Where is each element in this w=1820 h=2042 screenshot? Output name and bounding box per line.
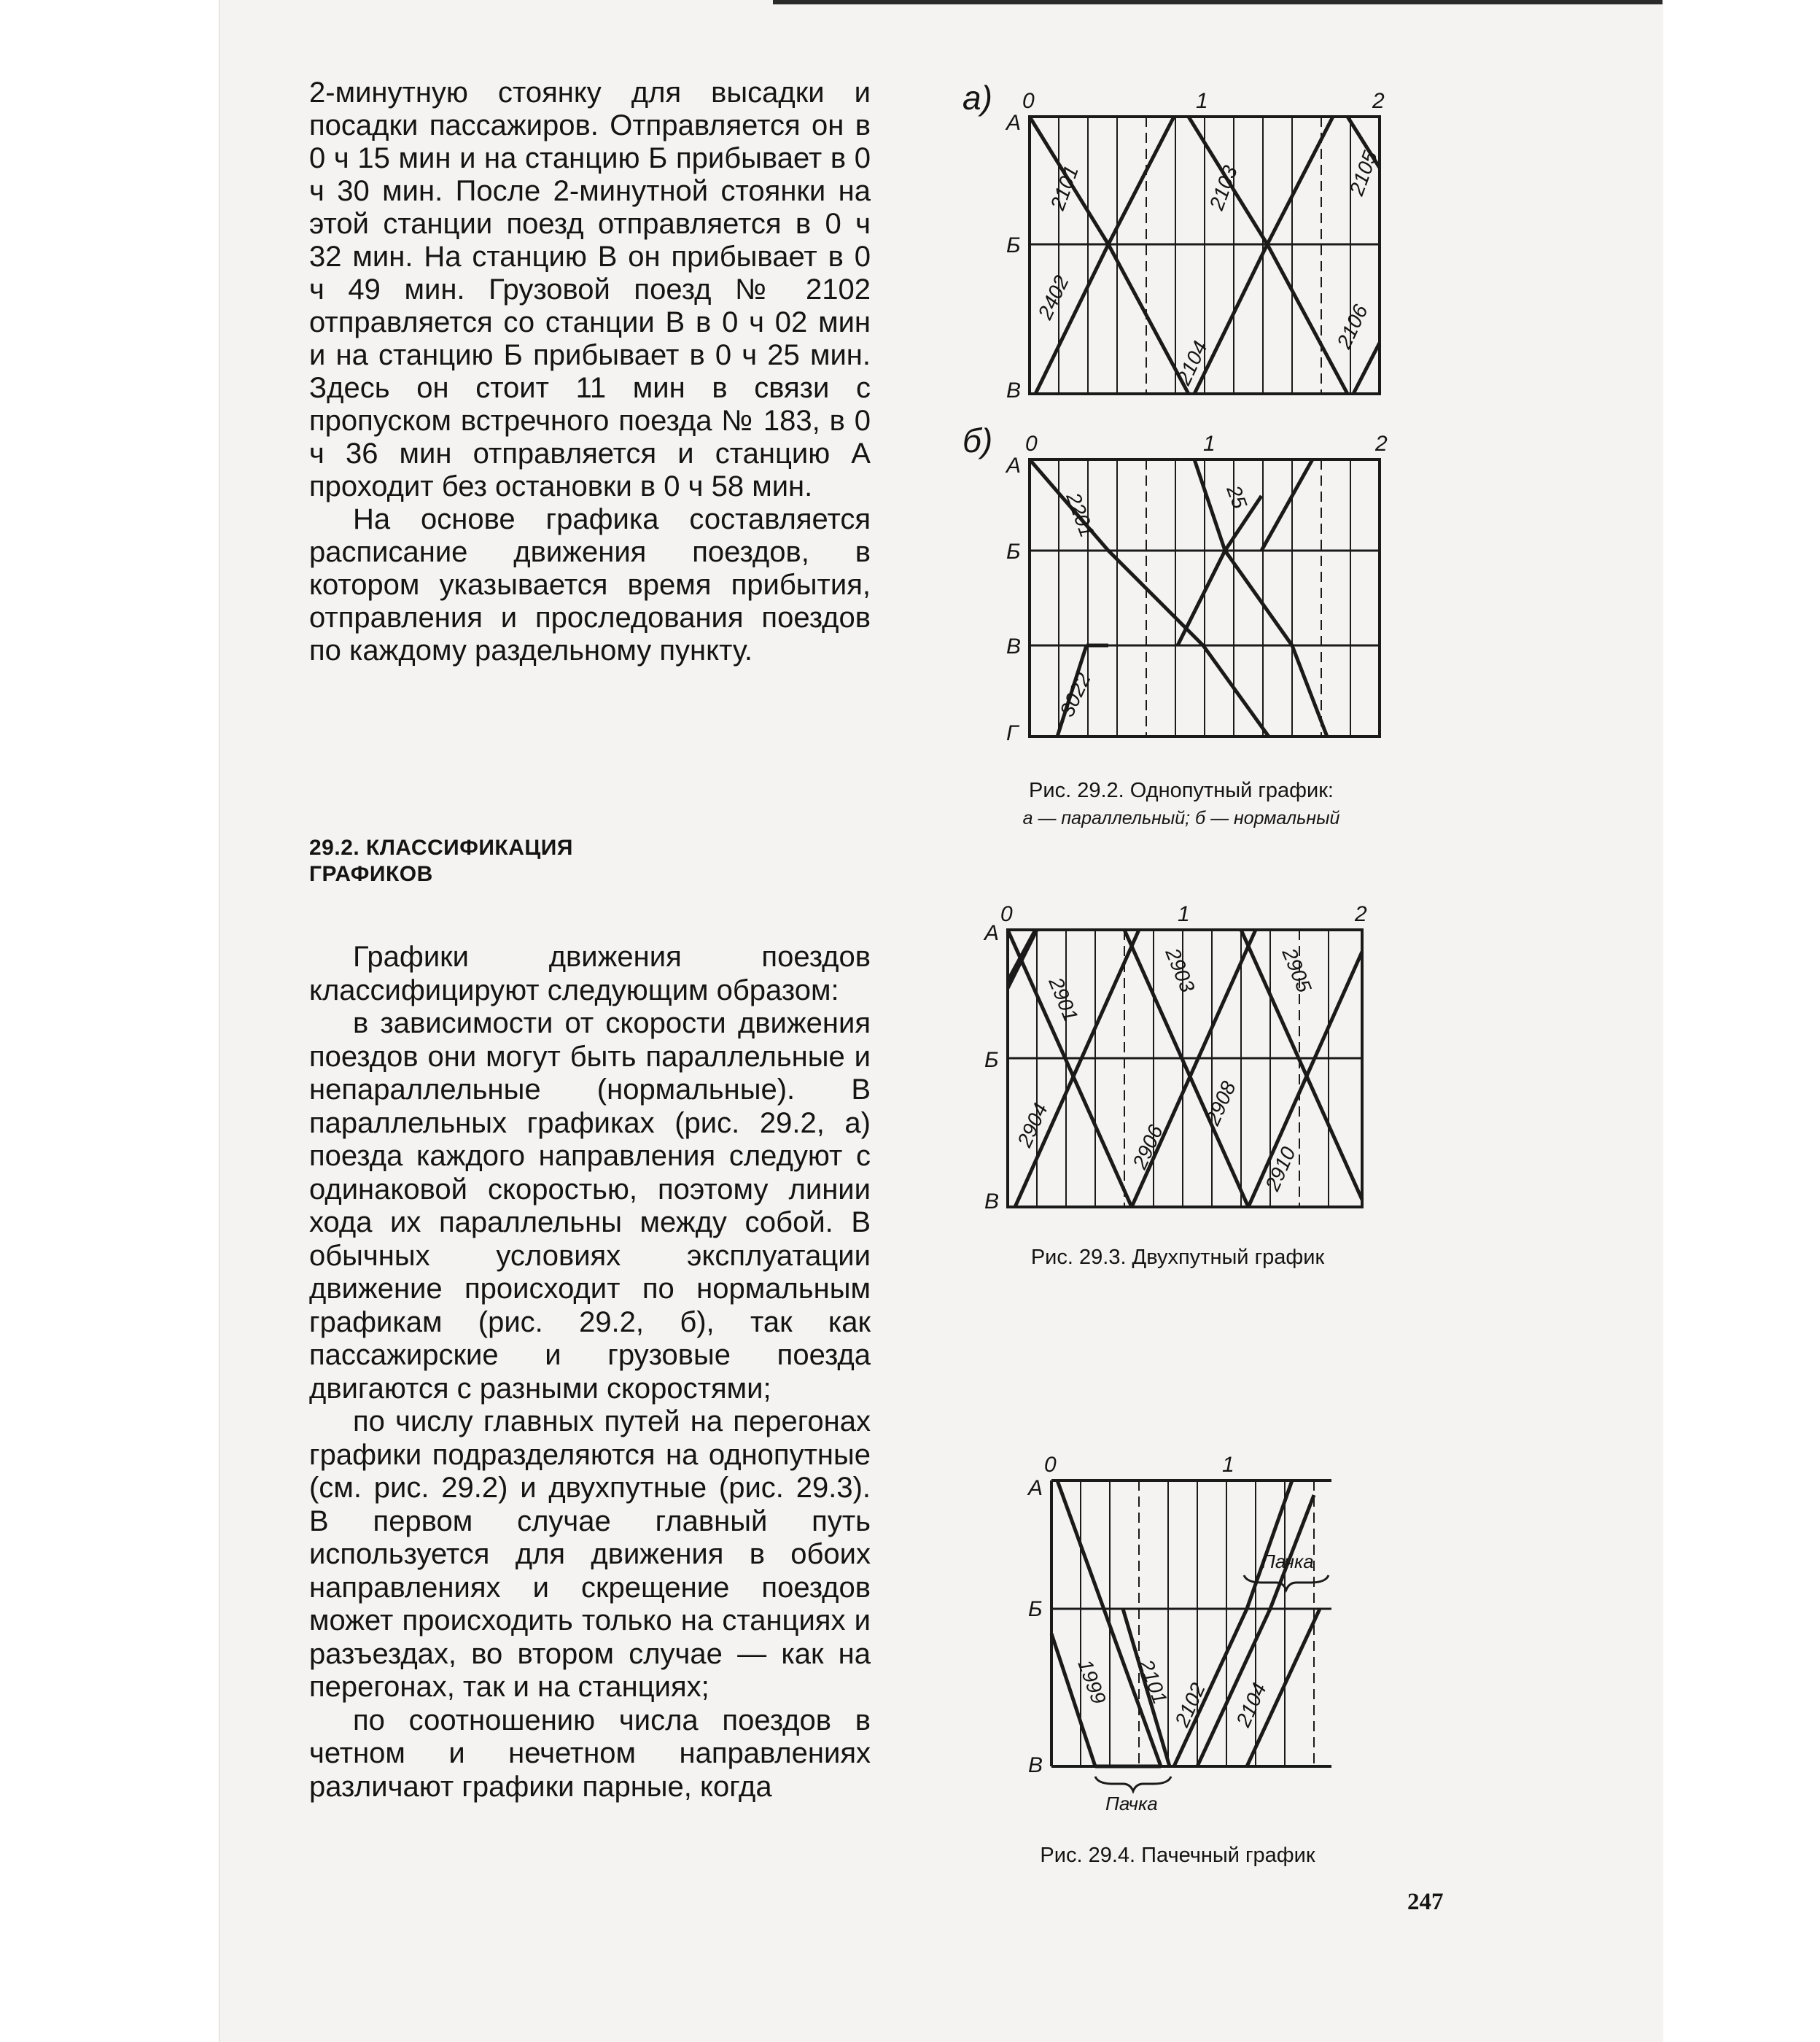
- paragraph: в зависимости от скорости движения поездов они могут быть параллельные и непараллельные (нормальные). В параллельных графиках (рис. 29.2, а) поезда каждого направления следуют с одинаковой скоростью, поэтому линии хода их параллельны между собой. В обычных условиях эксплуатации движение происходит по нормальным графикам (рис. 29.2, б), так как пассажирские и грузовые поезда двигаются с разными скоростями;: [309, 1007, 871, 1405]
- station-label: В: [984, 1189, 1000, 1214]
- train-number: 2901: [1044, 974, 1083, 1025]
- paragraph: по соотношению числа поездов в четном и нечетном направлениях различают графики парные, когда: [309, 1704, 871, 1803]
- station-label: В: [1006, 634, 1022, 659]
- train-number: 2904: [1013, 1099, 1052, 1151]
- hour-label: 1: [1178, 902, 1190, 926]
- paragraph: 2-минутную стоянку для высадки и посадки пассажиров. Отправляется он в 0 ч 15 мин и на станцию Б прибывает в 0 ч 30 мин. После 2-минутной стоянки на этой станции поезд отправляется в 0 ч 32 мин. На станцию В он прибывает в 0 ч 49 мин. Грузовой поезд № 2102 отправляется со станции В в 0 ч 02 мин и на станцию Б прибывает в 0 ч 25 мин. Здесь он стоит 11 мин в связи с пропуском встречного поезда № 183, в 0 ч 36 мин отправляется и станцию А проходит без остановки в 0 ч 58 мин.: [309, 77, 871, 502]
- train-number: 2101: [1046, 162, 1083, 214]
- panel-label: а): [962, 79, 992, 117]
- train-number: 2104: [1172, 337, 1212, 389]
- hour-label: 1: [1196, 89, 1208, 113]
- panel-label: б): [962, 422, 993, 459]
- text-column-top: [309, 77, 871, 667]
- train-number: 2101: [1135, 1656, 1172, 1707]
- hour-label: 0: [1000, 902, 1013, 926]
- section-heading: 29.2. КЛАССИФИКАЦИЯ ГРАФИКОВ: [309, 836, 573, 886]
- figure-29-3: [970, 893, 1385, 1214]
- paragraph: На основе графика составляется расписание движения поездов, в котором указывается время прибытия, отправления и проследования поездов по каждому раздельному пункту.: [309, 503, 871, 667]
- station-label: Б: [1028, 1597, 1043, 1621]
- paragraph: Графики движения поездов классифицируют следующим образом:: [309, 941, 871, 1006]
- train-number: 2105: [1345, 147, 1382, 199]
- figure-29-4: [1006, 1451, 1356, 1823]
- figure-29-2a-diagram: [962, 80, 1400, 401]
- station-label: Б: [984, 1048, 999, 1072]
- figure-29-2-caption: [962, 777, 1400, 832]
- station-label: А: [1006, 454, 1022, 478]
- figure-29-3-diagram: [970, 893, 1385, 1214]
- figure-29-3-caption: Рис. 29.3. Двухпутный график: [1030, 1246, 1325, 1269]
- train-number: 2910: [1261, 1143, 1300, 1195]
- pack-label: Пачка: [1261, 1550, 1314, 1572]
- hour-label: 0: [1022, 89, 1035, 113]
- train-number: 1999: [1073, 1656, 1111, 1707]
- figure-29-4-diagram: [1006, 1451, 1356, 1823]
- train-number: 3022: [1055, 669, 1095, 721]
- train-number: 2903: [1161, 944, 1199, 996]
- page-number: 247: [1407, 1889, 1444, 1915]
- train-number: 2104: [1232, 1679, 1271, 1731]
- hour-label: 2: [1355, 902, 1367, 926]
- station-label: А: [1006, 111, 1022, 135]
- train-number: 2201: [1062, 489, 1099, 540]
- train-number: 2106: [1332, 300, 1372, 352]
- hour-label: 2: [1372, 89, 1385, 113]
- station-label: А: [1028, 1476, 1043, 1500]
- train-number: 25: [1222, 482, 1252, 512]
- train-number: 2908: [1201, 1077, 1240, 1129]
- train-number: 2103: [1205, 162, 1242, 214]
- hour-label: 2: [1375, 432, 1388, 456]
- caption-line: а — параллельный; б — нормальный: [1022, 808, 1340, 828]
- paragraph: по числу главных путей на перегонах графики подразделяются на однопутные (см. рис. 29.2) и двухпутные (рис. 29.3). В первом случае главный путь используется для движения в обоих направлениях и скрещение поездов может происходить только на станциях и разъездах, во втором случае — как на перегонах, так и на станциях;: [309, 1405, 871, 1703]
- figure-29-2a: [962, 80, 1400, 401]
- station-label: Б: [1006, 233, 1021, 257]
- figure-29-2b-diagram: [962, 423, 1400, 744]
- figure-29-2b: [962, 423, 1400, 744]
- hour-label: 1: [1222, 1453, 1234, 1477]
- page-top-edge: [773, 0, 1662, 4]
- caption-line: Рис. 29.2. Однопутный график:: [1029, 779, 1334, 802]
- text-column-bottom: [309, 941, 871, 1804]
- station-label: Б: [1006, 540, 1021, 564]
- train-number: 2102: [1170, 1679, 1210, 1731]
- station-label: В: [1006, 378, 1022, 403]
- station-label: Г: [1006, 721, 1019, 745]
- hour-label: 1: [1203, 432, 1216, 456]
- hour-label: 0: [1044, 1453, 1057, 1477]
- train-number: 2906: [1128, 1121, 1167, 1173]
- pack-label: Пачка: [1105, 1793, 1158, 1814]
- figure-29-4-caption: Рис. 29.4. Пачечный график: [1040, 1844, 1315, 1867]
- station-label: А: [984, 921, 1000, 945]
- train-number: 2905: [1278, 944, 1316, 996]
- hour-label: 0: [1025, 432, 1038, 456]
- train-number: 2402: [1033, 271, 1073, 323]
- station-label: В: [1028, 1753, 1043, 1777]
